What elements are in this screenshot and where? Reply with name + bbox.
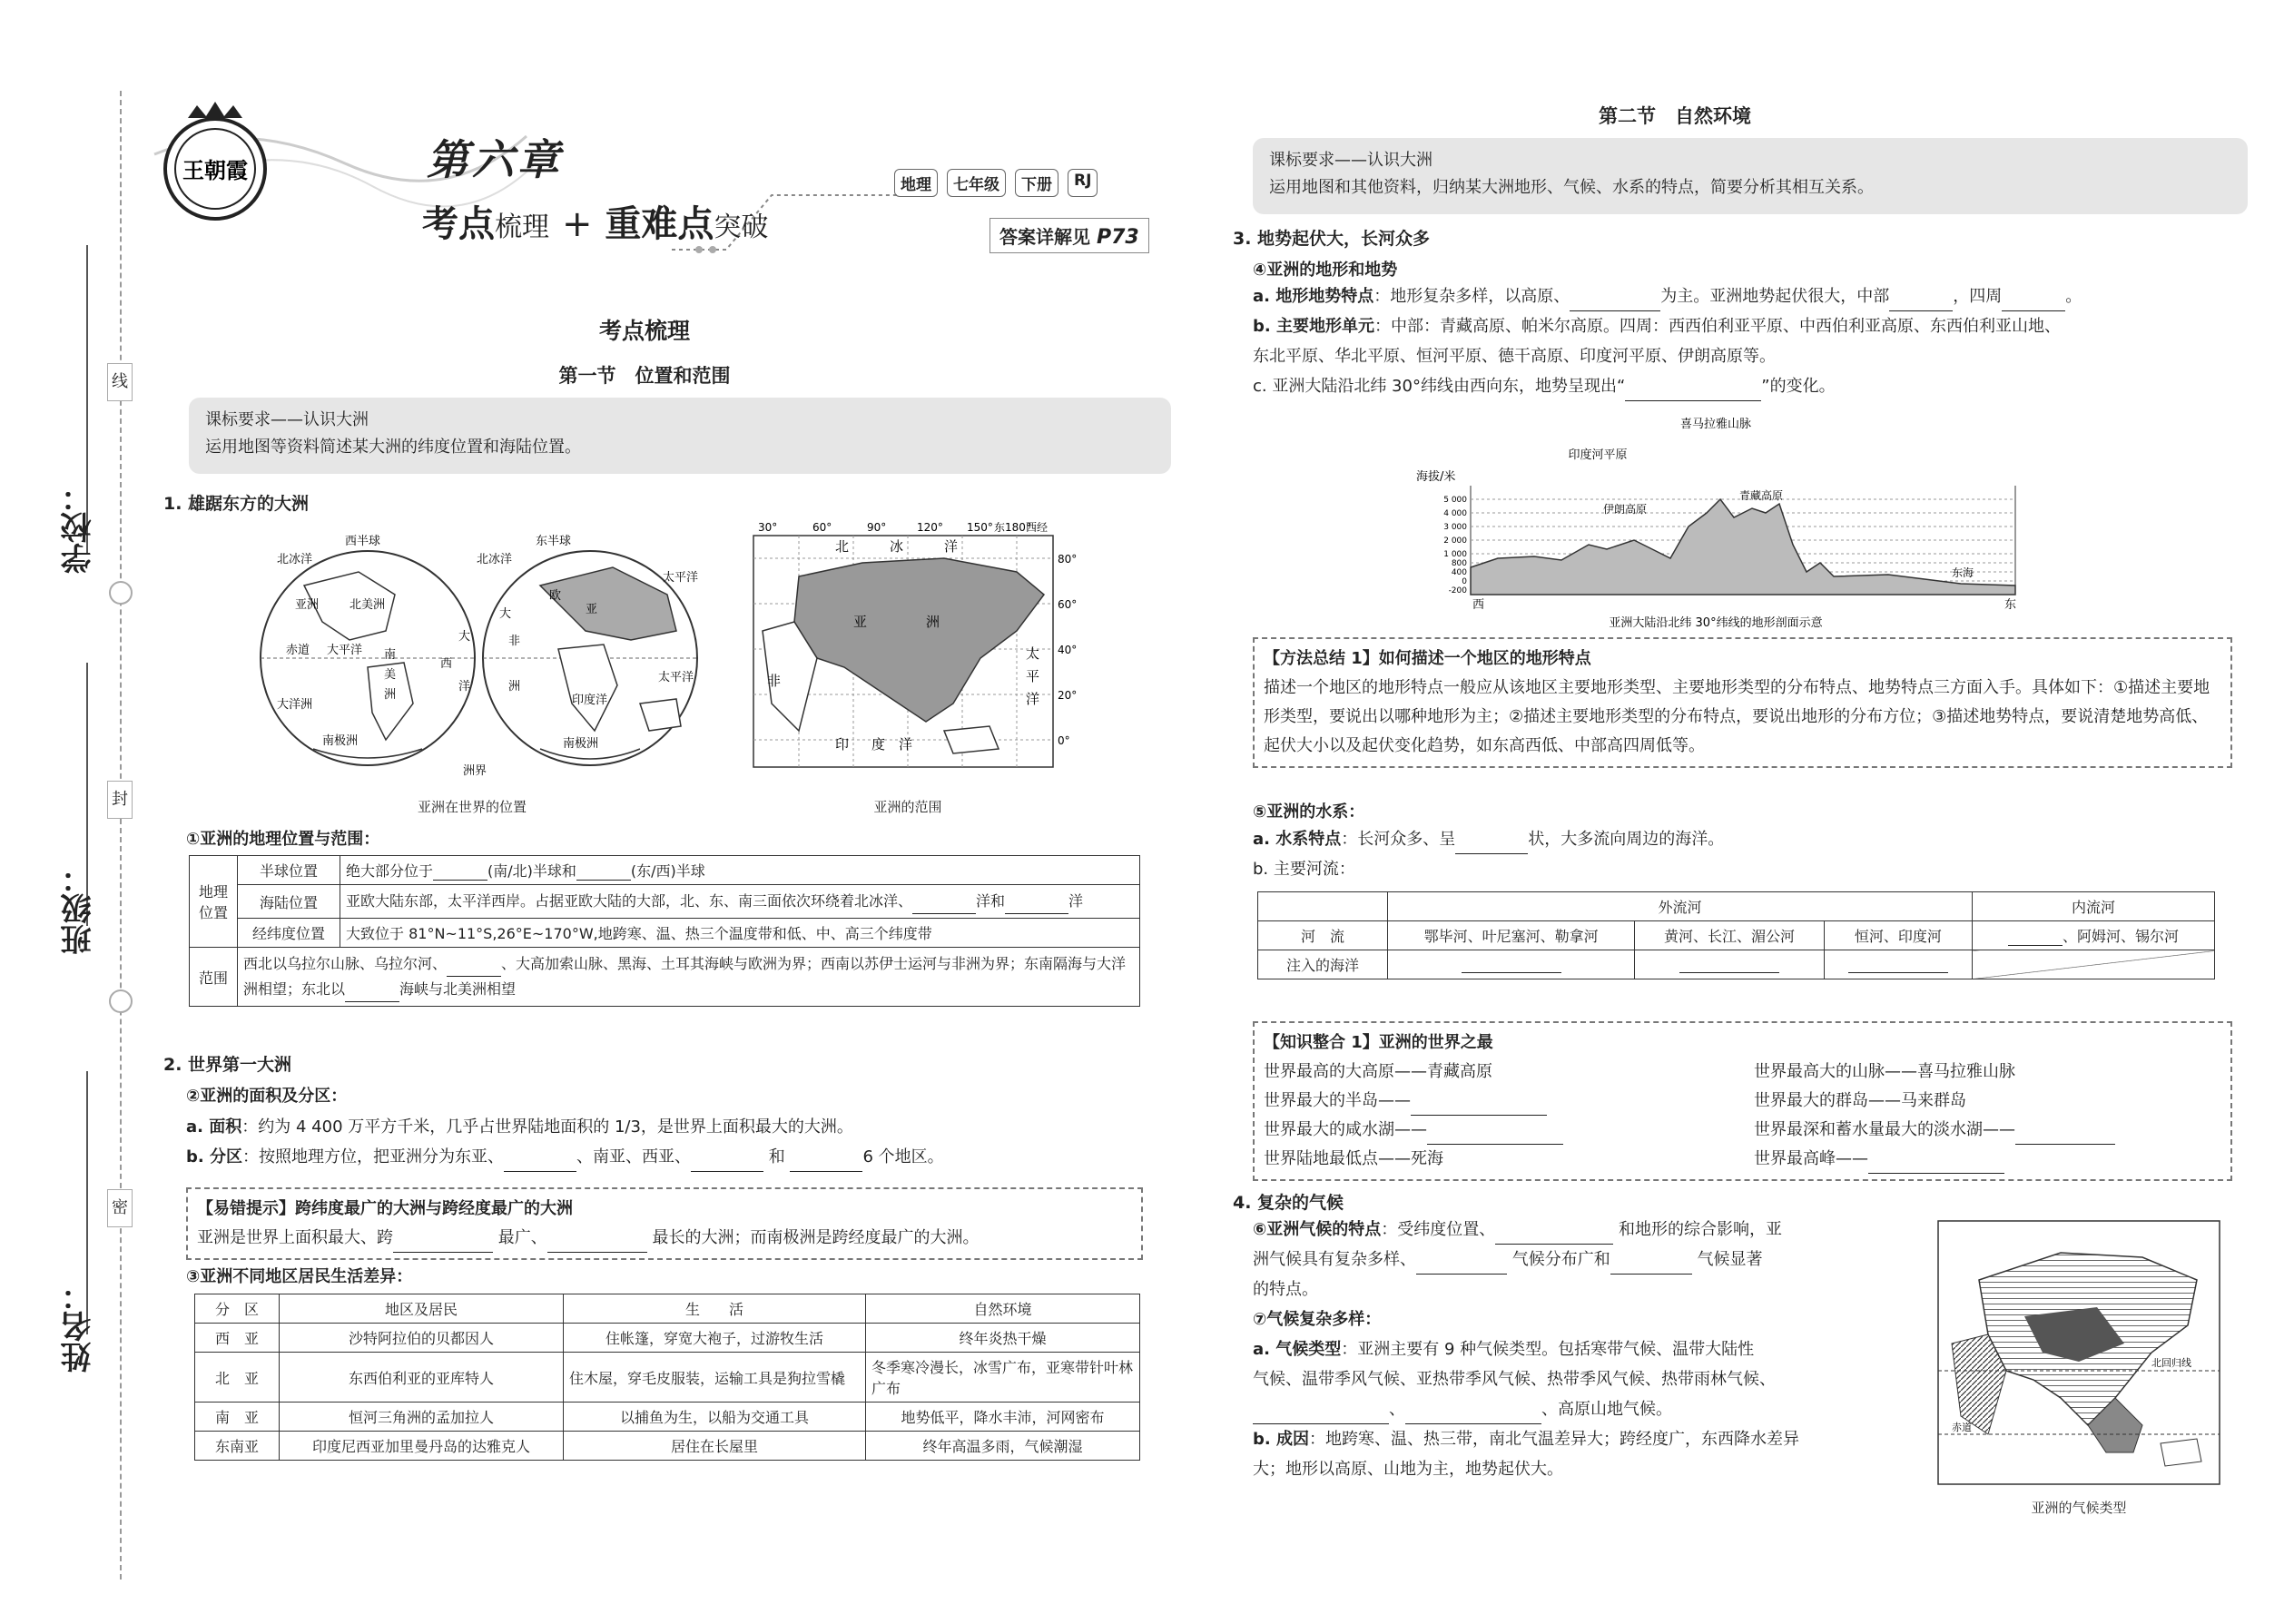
- table-cell: 海陆位置: [238, 885, 340, 919]
- map1-label: 亚洲: [295, 598, 320, 612]
- map2-label: 洋: [899, 736, 913, 753]
- item-1: ①亚洲的地理位置与范围：: [186, 830, 380, 849]
- map1-label: 洲: [384, 688, 397, 702]
- knowledge-box: [1253, 1021, 2232, 1181]
- map2-tick: 西经: [1026, 522, 1049, 534]
- map2-tick: 30°: [758, 522, 778, 534]
- map2-tick: 0°: [1058, 734, 1070, 747]
- table-row: [190, 919, 1140, 948]
- table-cell: 东南亚: [195, 1432, 280, 1461]
- grade-tag-edition: RJ: [1068, 169, 1098, 197]
- item-2: ②亚洲的面积及分区：: [186, 1087, 348, 1106]
- table-cell: 绝大部分位于 (南/北)半球和 (东/西)半球: [340, 856, 1140, 885]
- profile-y-title: 海拔/米: [1416, 470, 1456, 484]
- table-cell: 大致位于 81°N~11°S,26°E~170°W,地跨寒、温、热三个温度带和低、中、高三个纬度带: [340, 919, 1140, 948]
- school-label: 学校：: [61, 481, 97, 574]
- map2-tick: 80°: [1058, 553, 1078, 566]
- table-cell: 东西伯利亚的亚库特人: [280, 1353, 564, 1403]
- profile-tick: 400: [1451, 568, 1467, 577]
- water-line-a: a. 水系特点：长河众多、呈 状，大多流向周边的海洋。: [1253, 824, 2224, 854]
- table-cell: 以捕鱼为生，以船为交通工具: [564, 1403, 866, 1432]
- binding-mark-mi: 密: [107, 1189, 133, 1227]
- area-paragraph: [186, 1112, 1139, 1172]
- binding-hole-2: [109, 989, 133, 1013]
- table-cell: 地理位置: [190, 856, 238, 948]
- map2-label: 印: [835, 736, 850, 753]
- map1-label: 洋: [458, 680, 471, 694]
- map2-tick: 120°: [917, 522, 943, 534]
- map1-label: 北冰洋: [277, 553, 313, 566]
- map1-label: 西: [440, 657, 453, 671]
- cause-line-1: b. 成因：地跨寒、温、热三带，南北气温差异大；跨经度广，东西降水差异: [1253, 1430, 1799, 1449]
- knowledge-item: 世界最大的咸水湖——: [1264, 1116, 1754, 1145]
- area-line-a: a. 面积：约为 4 400 万平方千米，几乎占世界陆地面积的 1/3，是世界上面积最大的大洲。: [186, 1117, 853, 1137]
- logo-text: 王朝霞: [182, 158, 248, 183]
- heading-2: 2. 世界第一大洲: [163, 1055, 292, 1075]
- map2-tick: 60°: [1058, 598, 1078, 611]
- grade-tag-subject: 地理: [894, 169, 938, 197]
- map1-label: 欧: [549, 589, 562, 603]
- map1-label: 美: [384, 668, 397, 682]
- profile-tick: 3 000: [1443, 523, 1467, 532]
- section-heading: 考点梳理: [598, 318, 690, 344]
- table-row: [190, 885, 1140, 919]
- climate-line-1: ⑥亚洲气候的特点：受纬度位置、 和地形的综合影响，亚: [1253, 1215, 1943, 1245]
- heading-4: 4. 复杂的气候: [1233, 1193, 1344, 1213]
- table-cell: 黄河、长江、湄公河: [1635, 921, 1825, 950]
- table-cell: 河 流: [1258, 921, 1388, 950]
- method-summary-box: [1253, 637, 2232, 768]
- profile-sea-label: 东海: [1952, 566, 1974, 579]
- item-4: ④亚洲的地形和地势: [1253, 261, 1398, 280]
- map1-label: 赤道: [286, 644, 310, 657]
- map2-tick: 60°: [812, 522, 832, 534]
- knowledge-grid: [1264, 1058, 2221, 1174]
- map2-label: 亚: [853, 614, 868, 630]
- climate-type-line-2: 气候、温带季风气候、亚热带季风气候、热带季风气候、热带雨林气候、: [1253, 1370, 1776, 1389]
- method-title: 【方法总结 1】如何描述一个地区的地形特点: [1264, 649, 1591, 668]
- table-cell: 亚欧大陆东部，太平洋西岸。占据亚欧大陆的大部，北、东、南三面依次环绕着北冰洋、 洋和 洋: [340, 885, 1140, 919]
- map1-label: 大平洋: [327, 644, 363, 657]
- profile-plain-label: 印度河平原: [1568, 448, 1628, 462]
- table-header: 地区及居民: [280, 1294, 564, 1324]
- table-cell: 半球位置: [238, 856, 340, 885]
- tip-text: 亚洲是世界上面积最大、跨 最广、 最长的大洲；而南极洲是跨经度最广的大洲。: [197, 1224, 1132, 1253]
- table-header-row: [195, 1294, 1140, 1324]
- table-cell: 终年高温多雨，气候潮湿: [866, 1432, 1140, 1461]
- table-row: [195, 1432, 1140, 1461]
- table-cell: 印度尼西亚加里曼丹岛的达雅克人: [280, 1432, 564, 1461]
- heading-1: 1. 雄踞东方的大洲: [163, 494, 310, 514]
- section2-title: 第二节 自然环境: [1599, 105, 1751, 127]
- method-text: 描述一个地区的地形特点一般应从该地区主要地形类型、主要地形类型的分布特点、地势特点三方面入手。具体如下：①描述主要地形类型，要说出以哪种地形为主；②描述主要地形类型的分布特点，要说出地形的分布方位；③描述地势特点，要说清楚地势高低、起伏大小以及起伏变化趋势，如东高西低、中部高四周低等。: [1264, 678, 2210, 755]
- grade-tag-grade: 七年级: [947, 169, 1006, 197]
- profile-tick: 2 000: [1443, 536, 1467, 546]
- knowledge-item: 世界最高大的山脉——喜马拉雅山脉: [1754, 1062, 2015, 1081]
- map2-tick: 20°: [1058, 689, 1078, 702]
- asia-world-position-map: [259, 531, 704, 794]
- table-row: [190, 856, 1140, 885]
- map1-label: 南极洲: [563, 737, 599, 751]
- table-cell: 地势低平，降水丰沛，河网密布: [866, 1403, 1140, 1432]
- table-row: [1258, 921, 2215, 950]
- map2-tick: 90°: [867, 522, 887, 534]
- header-dotted-decoration: [672, 177, 908, 259]
- profile-tick: 0: [1462, 577, 1467, 586]
- header-subtitle: 考点梳理 + 重难点突破: [422, 203, 769, 245]
- profile-tibet-label: 青藏高原: [1738, 489, 1784, 502]
- curriculum-requirement-1: [189, 398, 1171, 474]
- map1-label: 印度洋: [572, 694, 608, 707]
- map1-label: 南: [384, 648, 397, 662]
- terrain-line-b: b. 主要地形单元：中部：青藏高原、帕米尔高原。四周：西西伯利亚平原、中西伯利亚高原、东西伯利亚山地、: [1253, 317, 2061, 336]
- terrain-paragraph: [1253, 281, 2229, 401]
- heading-3: 3. 地势起伏大，长河众多: [1233, 229, 1431, 249]
- table-cell: 住帐篷，穿宽大袍子，过游牧生活: [564, 1324, 866, 1353]
- table-header: 内流河: [1973, 892, 2215, 921]
- answer-reference: 答案详解见 P73: [989, 218, 1149, 253]
- water-line-b: b. 主要河流：: [1253, 860, 1355, 879]
- table-cell: 西 亚: [195, 1324, 280, 1353]
- curriculum-requirement-2: [1253, 138, 2248, 214]
- asia-climate-map: [1934, 1216, 2224, 1489]
- table-row: [1258, 892, 2215, 921]
- table-cell: 恒河、印度河: [1824, 921, 1972, 950]
- table-header: 自然环境: [866, 1294, 1140, 1324]
- table-cell: 冬季寒冷漫长，冰雪广布，亚寒带针叶林广布: [866, 1353, 1140, 1403]
- terrain-profile-chart: [1416, 413, 2033, 631]
- tip-title: 【易错提示】跨纬度最广的大洲与跨经度最广的大洲: [197, 1199, 573, 1218]
- profile-tick: 5 000: [1443, 496, 1467, 505]
- map1-label: 北美洲: [350, 598, 386, 612]
- map1-caption: 亚洲在世界的位置: [417, 799, 527, 815]
- knowledge-item: 世界陆地最低点——死海: [1264, 1149, 1443, 1168]
- table-cell: 经纬度位置: [238, 919, 340, 948]
- map1-label: 亚: [586, 603, 598, 616]
- map2-label: 冰: [890, 538, 904, 555]
- map2-tick: 东180°: [994, 522, 1031, 534]
- map2-label: 度: [871, 736, 886, 753]
- water-paragraph: [1253, 824, 2224, 884]
- grade-tag-volume: 下册: [1015, 169, 1058, 197]
- map1-label: 南极洲: [322, 734, 359, 748]
- table-cell: [1973, 950, 2215, 979]
- req-title: 课标要求——认识大洲: [1269, 151, 1433, 170]
- section1-title: 第一节 位置和范围: [558, 365, 731, 387]
- table-row: [195, 1324, 1140, 1353]
- climate-map-label: 赤道: [1952, 1422, 1972, 1433]
- map1-label: 太平洋: [663, 571, 699, 585]
- table-cell: [1388, 950, 1635, 979]
- profile-peak-label: 喜马拉雅山脉: [1679, 418, 1752, 431]
- profile-tick: 4 000: [1443, 509, 1467, 518]
- climate-line-2: 洲气候具有复杂多样、 气候分布广和 气候显著: [1253, 1245, 1943, 1275]
- req-title: 课标要求——认识大洲: [205, 410, 369, 429]
- climate-map-caption: 亚洲的气候类型: [2031, 1500, 2127, 1516]
- table-cell: 北 亚: [195, 1353, 280, 1403]
- map2-label: 非: [767, 673, 782, 689]
- map2-label: 北: [835, 538, 850, 555]
- map2-label: 洋: [944, 538, 959, 555]
- climate-map-label: 北回归线: [2151, 1357, 2191, 1369]
- table-cell: 住木屋，穿毛皮服装，运输工具是狗拉雪橇: [564, 1353, 866, 1403]
- knowledge-item: 世界最深和蓄水量最大的淡水湖——: [1754, 1116, 2208, 1145]
- profile-tick: 800: [1451, 559, 1467, 568]
- terrain-line-a: a. 地形地势特点：地形复杂多样，以高原、 为主。亚洲地势起伏很大，中部 ，四周 。: [1253, 281, 2229, 311]
- map1-label: 太平洋: [658, 671, 694, 684]
- profile-west-label: 西: [1472, 598, 1485, 612]
- map1-label: 洲界: [463, 764, 487, 778]
- grade-tags: [894, 169, 1098, 197]
- cause-line-2: 大；地形以高原、山地为主，地势起伏大。: [1253, 1460, 1563, 1479]
- profile-east-label: 东: [2004, 598, 2017, 612]
- logo-seal: [156, 98, 274, 225]
- terrain-line-c: c. 亚洲大陆沿北纬 30°纬线由西向东，地势呈现出“ ”的变化。: [1253, 371, 2229, 401]
- map1-label: 非: [508, 635, 521, 648]
- table-rivers: [1257, 891, 2215, 979]
- binding-mark-feng: 封: [107, 781, 133, 819]
- map2-label: 洋: [1026, 691, 1040, 707]
- profile-caption: 亚洲大陆沿北纬 30°纬线的地形剖面示意: [1609, 616, 1823, 630]
- binding-hole-1: [109, 581, 133, 605]
- map1-label: 东半球: [536, 535, 572, 548]
- map2-tick: 40°: [1058, 644, 1078, 656]
- profile-tick: 1 000: [1443, 550, 1467, 559]
- profile-iran-label: 伊朗高原: [1602, 503, 1648, 516]
- area-line-b: b. 分区：按照地理方位，把亚洲分为东亚、 、南亚、西亚、 和 6 个地区。: [186, 1142, 1139, 1172]
- table-cell: 南 亚: [195, 1403, 280, 1432]
- knowledge-title: 【知识整合 1】亚洲的世界之最: [1264, 1033, 1493, 1052]
- table-row: [195, 1403, 1140, 1432]
- table-cell: 居住在长屋里: [564, 1432, 866, 1461]
- knowledge-item: 世界最高峰——: [1754, 1145, 2208, 1174]
- map1-label: 大洋洲: [277, 698, 313, 712]
- map2-tick: 150°: [967, 522, 993, 534]
- knowledge-item: 世界最大的群岛——马来群岛: [1754, 1091, 1966, 1110]
- name-label: 姓名：: [61, 1280, 97, 1373]
- table-header: 分 区: [195, 1294, 280, 1324]
- knowledge-item: 世界最大的半岛——: [1264, 1087, 1754, 1116]
- map2-label: 平: [1026, 668, 1040, 684]
- table-cell: [1258, 892, 1388, 921]
- climate-line-3: 的特点。: [1253, 1280, 1318, 1299]
- map2-caption: 亚洲的范围: [873, 799, 942, 815]
- table-row: [1258, 950, 2215, 979]
- table-cell: 注入的海洋: [1258, 950, 1388, 979]
- table-location-range: [189, 855, 1140, 1007]
- binding-mark-xian: 线: [107, 363, 133, 401]
- table-cell: 沙特阿拉伯的贝都因人: [280, 1324, 564, 1353]
- table-cell: 、阿姆河、锡尔河: [1973, 921, 2215, 950]
- table-cell: 恒河三角洲的孟加拉人: [280, 1403, 564, 1432]
- table-header: 生 活: [564, 1294, 866, 1324]
- table-cell: [1824, 950, 1972, 979]
- item-5: ⑤亚洲的水系：: [1253, 802, 1365, 822]
- table-cell: 鄂毕河、叶尼塞河、勒拿河: [1388, 921, 1635, 950]
- item-3: ③亚洲不同地区居民生活差异：: [186, 1267, 413, 1286]
- climate-type-line-1: a. 气候类型：亚洲主要有 9 种气候类型。包括寒带气候、温带大陆性: [1253, 1340, 1755, 1359]
- map1-label: 洲: [508, 680, 521, 694]
- binding-dashed-line: [120, 91, 122, 1580]
- map1-label: 西半球: [345, 535, 381, 548]
- asia-range-map: [744, 522, 1080, 776]
- map2-label: 洲: [926, 614, 940, 630]
- table-cell: [1635, 950, 1825, 979]
- table-row: [195, 1353, 1140, 1403]
- climate-type-line-3: 、 、高原山地气候。: [1253, 1394, 1943, 1424]
- map1-label: 大: [458, 630, 471, 644]
- table-header: 外流河: [1388, 892, 1973, 921]
- table-resident-life: [194, 1294, 1140, 1461]
- tip-box: [186, 1187, 1143, 1260]
- map2-label: 太: [1026, 645, 1040, 662]
- map1-label: 大: [499, 607, 512, 621]
- item-7: ⑦气候复杂多样：: [1253, 1310, 1382, 1329]
- table-cell: 范围: [190, 948, 238, 1007]
- req-text: 运用地图和其他资料，归纳某大洲地形、气候、水系的特点，简要分析其相互关系。: [1269, 178, 1874, 197]
- knowledge-item: 世界最高的大高原——青藏高原: [1264, 1062, 1492, 1081]
- climate-paragraph: [1253, 1215, 1943, 1484]
- terrain-line-b2: 东北平原、华北平原、恒河平原、德干高原、印度河平原、伊朗高原等。: [1253, 347, 1776, 366]
- chapter-title: 第六章: [427, 135, 563, 184]
- profile-tick: -200: [1448, 586, 1467, 595]
- map1-label: 北冰洋: [477, 553, 513, 566]
- table-cell: 西北以乌拉尔山脉、乌拉尔河、 、大高加索山脉、黑海、土耳其海峡与欧洲为界；西南以苏伊士运河与非洲为界；东南隔海与大洋洲相望；东北以 海峡与北美洲相望: [238, 948, 1140, 1007]
- req-text: 运用地图等资料简述某大洲的纬度位置和海陆位置。: [205, 438, 581, 457]
- table-cell: 终年炎热干燥: [866, 1324, 1140, 1353]
- class-label: 班级：: [61, 862, 97, 955]
- table-row: [190, 948, 1140, 1007]
